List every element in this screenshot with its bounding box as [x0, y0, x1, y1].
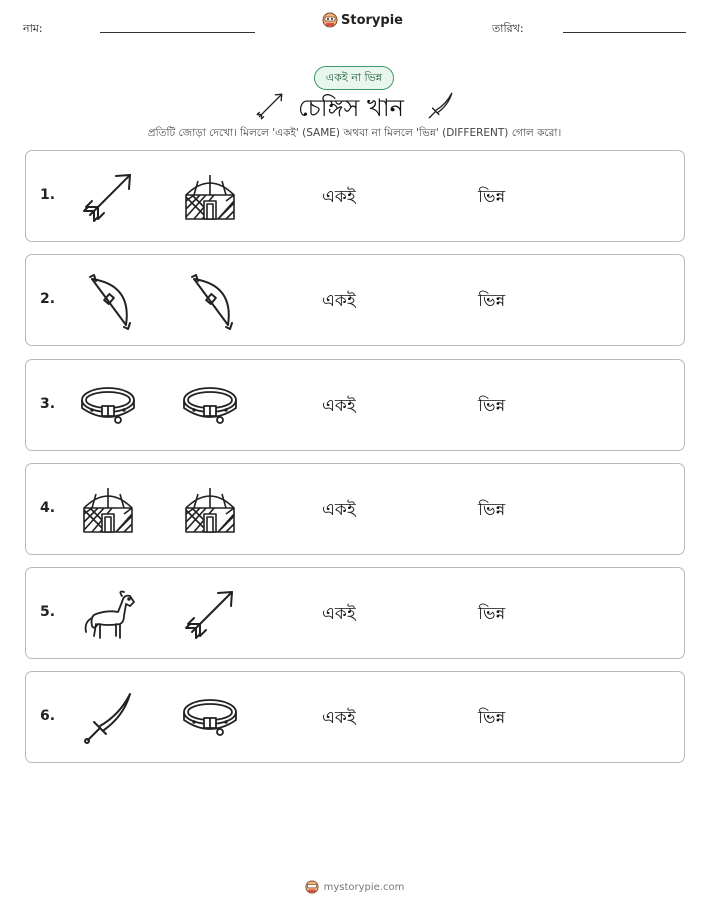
different-option[interactable]: ভিন্ন	[478, 604, 506, 624]
left-picture	[78, 271, 138, 331]
right-picture	[180, 271, 240, 331]
exercise-row	[25, 463, 685, 555]
sword-icon	[424, 90, 456, 122]
worksheet-type-badge: একই না ভিন্ন	[314, 66, 394, 90]
same-option[interactable]: একই	[322, 291, 356, 311]
row-number: 5.	[40, 604, 56, 620]
row-number: 4.	[40, 500, 56, 516]
row-number: 1.	[40, 187, 56, 203]
yurt-icon	[180, 167, 240, 227]
footer	[0, 880, 709, 894]
sword-icon	[78, 688, 138, 748]
different-option[interactable]: ভিন্ন	[478, 708, 506, 728]
name-write-line[interactable]	[100, 32, 255, 33]
left-picture	[78, 376, 138, 436]
right-picture	[180, 376, 240, 436]
exercise-row	[25, 150, 685, 242]
left-picture	[78, 480, 138, 540]
date-label: তারিখ:	[492, 22, 524, 35]
storypie-mascot-icon	[322, 12, 338, 28]
different-option[interactable]: ভিন্ন	[478, 291, 506, 311]
exercise-row	[25, 567, 685, 659]
right-picture	[180, 480, 240, 540]
same-option[interactable]: একই	[322, 396, 356, 416]
title-area	[250, 88, 460, 124]
name-label: নাম:	[23, 22, 43, 35]
horse-icon	[78, 584, 138, 644]
brand-name: Storypie	[341, 12, 403, 28]
row-number: 3.	[40, 396, 56, 412]
storypie-mascot-icon	[305, 880, 319, 894]
different-option[interactable]: ভিন্ন	[478, 187, 506, 207]
same-option[interactable]: একই	[322, 500, 356, 520]
page-title: চেঙ্গিস খান	[298, 94, 405, 122]
date-write-line[interactable]	[563, 32, 686, 33]
footer-url: mystorypie.com	[323, 881, 405, 893]
left-picture	[78, 167, 138, 227]
row-number: 6.	[40, 708, 56, 724]
instructions: প্রতিটি জোড়া দেখো। মিললে 'একই' (SAME) অথবা না মিললে 'ভিন্ন' (DIFFERENT) গোল করো।	[147, 127, 562, 139]
belt-icon	[180, 376, 240, 436]
yurt-icon	[78, 480, 138, 540]
same-option[interactable]: একই	[322, 708, 356, 728]
belt-icon	[78, 376, 138, 436]
right-picture	[180, 167, 240, 227]
arrow-icon	[254, 90, 286, 122]
exercise-row	[25, 359, 685, 451]
exercise-row	[25, 671, 685, 763]
right-picture	[180, 688, 240, 748]
exercise-row	[25, 254, 685, 346]
different-option[interactable]: ভিন্ন	[478, 396, 506, 416]
arrow-icon	[180, 584, 240, 644]
same-option[interactable]: একই	[322, 187, 356, 207]
belt-icon	[180, 688, 240, 748]
row-number: 2.	[40, 291, 56, 307]
left-picture	[78, 688, 138, 748]
bow-icon	[78, 271, 138, 331]
same-option[interactable]: একই	[322, 604, 356, 624]
arrow-icon	[78, 167, 138, 227]
yurt-icon	[180, 480, 240, 540]
bow-icon	[180, 271, 240, 331]
right-picture	[180, 584, 240, 644]
left-picture	[78, 584, 138, 644]
different-option[interactable]: ভিন্ন	[478, 500, 506, 520]
brand-logo	[322, 12, 403, 28]
